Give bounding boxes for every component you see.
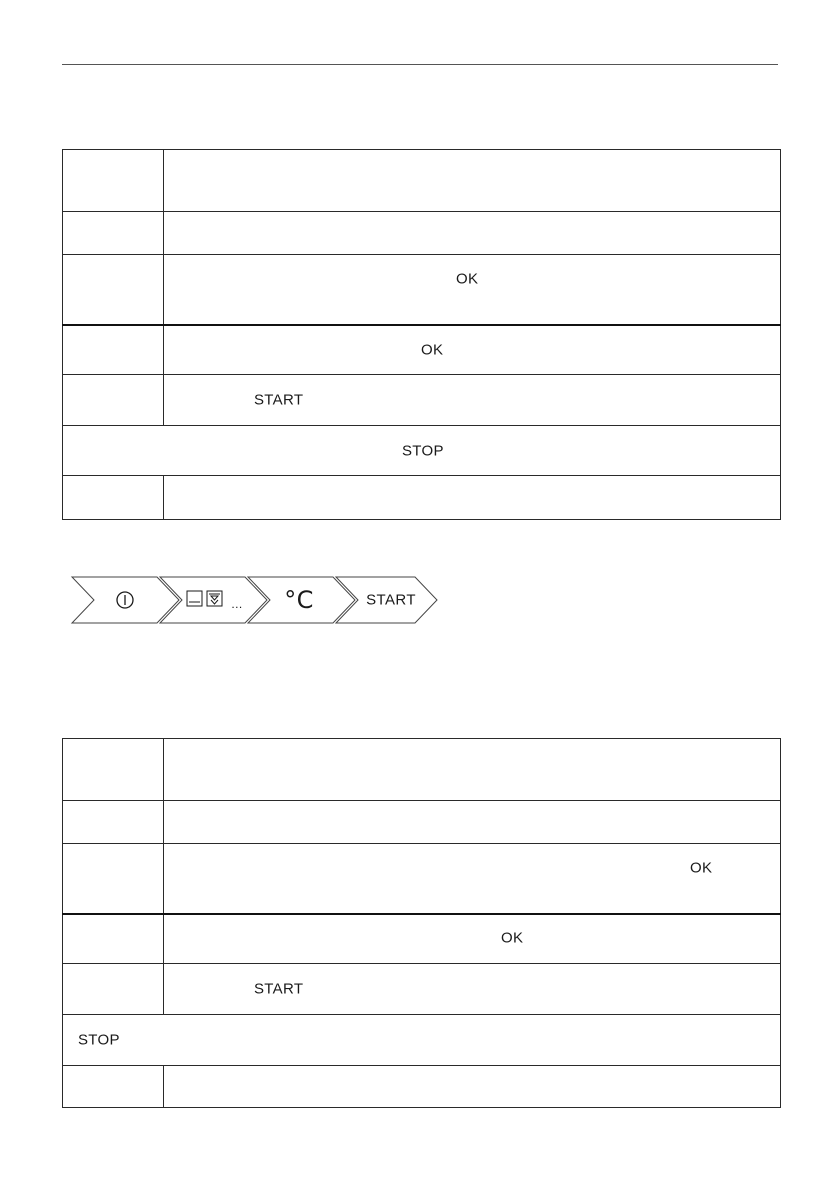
table-row: [63, 375, 781, 426]
step-cell: [63, 844, 164, 914]
description-cell: [164, 375, 781, 426]
step-cell: [63, 325, 164, 375]
step-cell: [63, 255, 164, 325]
ok-button-label: OK: [421, 341, 444, 358]
oven-function-icons: [187, 591, 222, 606]
more-functions-ellipsis: ...: [231, 597, 243, 611]
step-cell: [63, 914, 164, 964]
table-row: [63, 1066, 781, 1108]
description-cell: [164, 844, 781, 914]
steps-table-2: [62, 738, 781, 1108]
step-cell: [63, 375, 164, 426]
table-row: [63, 150, 781, 212]
quick-steps-flow: [70, 575, 440, 625]
table-row: [63, 325, 781, 375]
step-cell: [63, 212, 164, 255]
step-cell: [63, 964, 164, 1015]
description-cell: [164, 1066, 781, 1108]
table-row: [63, 844, 781, 914]
table-row: [63, 739, 781, 801]
table-row: [63, 255, 781, 325]
description-cell: [164, 801, 781, 844]
description-cell: [164, 255, 781, 325]
table-row: [63, 1015, 781, 1066]
start-button-label: START: [254, 391, 304, 409]
description-cell: [164, 739, 781, 801]
table-row: [63, 476, 781, 520]
stop-button-label: STOP: [78, 1031, 120, 1049]
description-cell: [164, 325, 781, 375]
start-label: START: [366, 591, 416, 609]
ok-button-label: OK: [456, 270, 479, 288]
table-row: [63, 426, 781, 476]
table-row: [63, 914, 781, 964]
full-width-cell: [63, 1015, 781, 1066]
step-cell: [63, 476, 164, 520]
description-cell: [164, 212, 781, 255]
table-row: [63, 801, 781, 844]
step-cell: [63, 150, 164, 212]
flow-step-2-shape: [160, 577, 267, 623]
description-cell: [164, 476, 781, 520]
table-row: [63, 964, 781, 1015]
stop-button-label: STOP: [402, 442, 444, 460]
steps-table-1: [62, 149, 781, 520]
ok-button-label: OK: [501, 929, 524, 946]
description-cell: [164, 964, 781, 1015]
power-icon: [117, 592, 133, 608]
step-cell: [63, 801, 164, 844]
header-rule: [62, 64, 778, 65]
step-cell: [63, 1066, 164, 1108]
description-cell: [164, 150, 781, 212]
start-button-label: START: [254, 980, 304, 998]
full-width-cell: [63, 426, 781, 476]
step-cell: [63, 739, 164, 801]
description-cell: [164, 914, 781, 964]
temperature-label: °C: [284, 586, 314, 614]
ok-button-label: OK: [690, 859, 713, 877]
table-row: [63, 212, 781, 255]
